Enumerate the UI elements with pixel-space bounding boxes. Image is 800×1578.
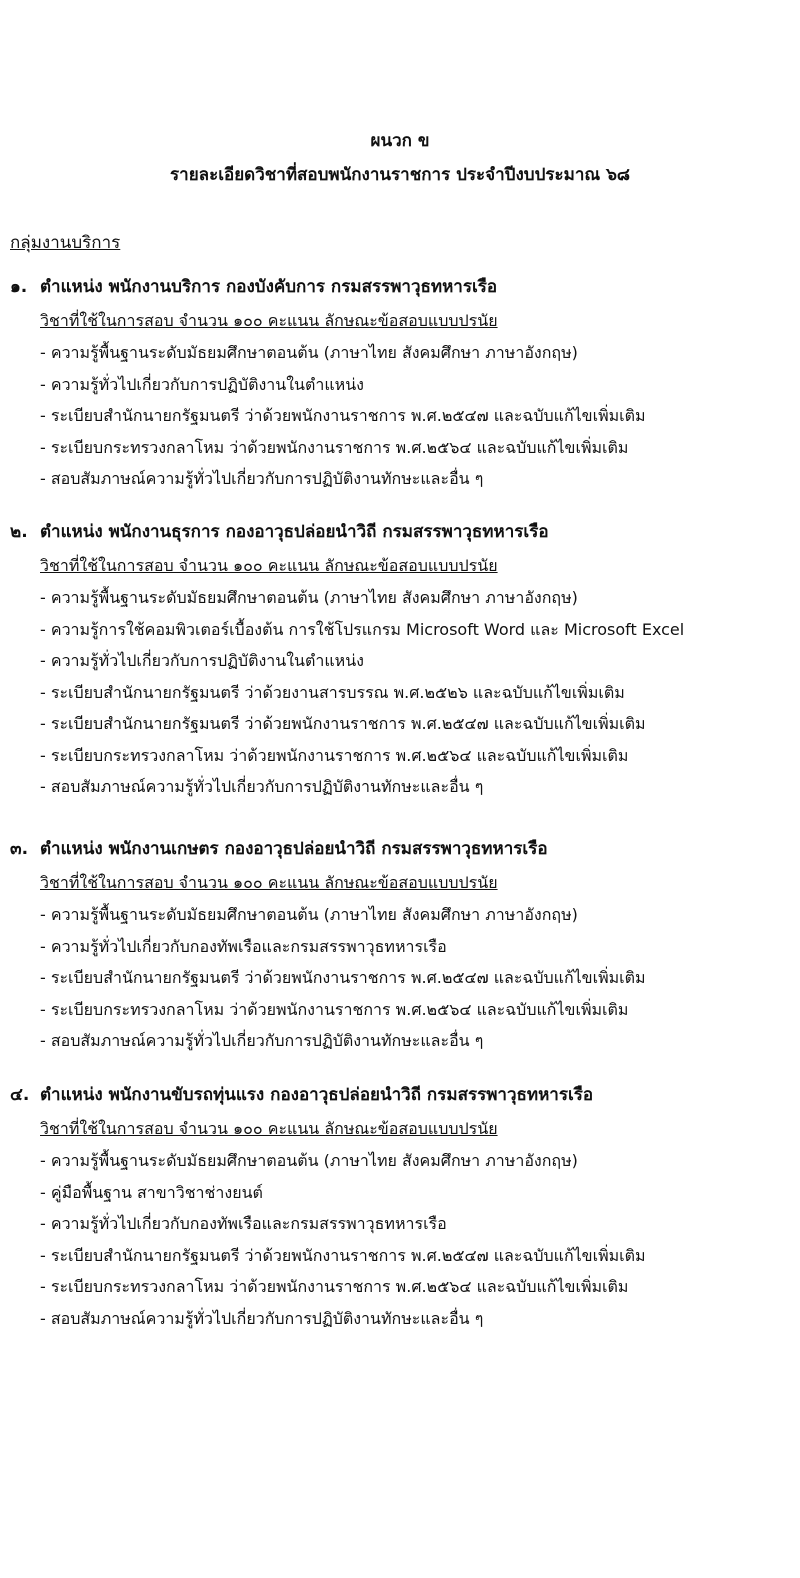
subject-list bbox=[40, 337, 785, 495]
position-name: ตำแหน่ง พนักงานเกษตร กองอาวุธปล่อยนำวิถี กรมสรรพาวุธทหารเรือ bbox=[40, 839, 548, 859]
subject-item: - ความรู้พื้นฐานระดับมัธยมศึกษาตอนต้น (ภาษาไทย สังคมศึกษา ภาษาอังกฤษ) bbox=[40, 343, 578, 362]
position-number: ๑. bbox=[10, 277, 28, 297]
subject-item: - สอบสัมภาษณ์ความรู้ทั่วไปเกี่ยวกับการปฏิบัติงานทักษะและอื่น ๆ bbox=[40, 777, 484, 796]
subject-list bbox=[40, 1145, 785, 1334]
position-section-2 bbox=[10, 521, 785, 803]
position-name: ตำแหน่ง พนักงานบริการ กองบังคับการ กรมสรรพาวุธทหารเรือ bbox=[40, 277, 498, 297]
exam-spec: วิชาที่ใช้ในการสอบ จำนวน ๑๐๐ คะแนน ลักษณะข้อสอบแบบปรนัย bbox=[40, 556, 498, 575]
document-title: รายละเอียดวิชาที่สอบพนักงานราชการ ประจำปีงบประมาณ ๖๘ bbox=[170, 165, 630, 185]
subject-item: - ระเบียบสำนักนายกรัฐมนตรี ว่าด้วยพนักงานราชการ พ.ศ.๒๕๔๗ และฉบับแก้ไขเพิ่มเติม bbox=[40, 406, 646, 425]
position-number: ๓. bbox=[10, 839, 29, 859]
exam-spec: วิชาที่ใช้ในการสอบ จำนวน ๑๐๐ คะแนน ลักษณะข้อสอบแบบปรนัย bbox=[40, 1119, 498, 1138]
subject-item: - ความรู้ทั่วไปเกี่ยวกับกองทัพเรือและกรมสรรพาวุธทหารเรือ bbox=[40, 1214, 447, 1233]
subject-item: - ความรู้พื้นฐานระดับมัธยมศึกษาตอนต้น (ภาษาไทย สังคมศึกษา ภาษาอังกฤษ) bbox=[40, 588, 578, 607]
exam-spec: วิชาที่ใช้ในการสอบ จำนวน ๑๐๐ คะแนน ลักษณะข้อสอบแบบปรนัย bbox=[40, 873, 498, 892]
group-heading: กลุ่มงานบริการ bbox=[10, 233, 121, 253]
position-title bbox=[10, 1084, 785, 1106]
position-number: ๒. bbox=[10, 522, 28, 542]
subject-item: - ความรู้ทั่วไปเกี่ยวกับกองทัพเรือและกรมสรรพาวุธทหารเรือ bbox=[40, 936, 447, 956]
subject-item: - ระเบียบกระทรวงกลาโหม ว่าด้วยพนักงานราชการ พ.ศ.๒๕๖๔ และฉบับแก้ไขเพิ่มเติม bbox=[40, 745, 629, 765]
position-name: ตำแหน่ง พนักงานขับรถทุ่นแรง กองอาวุธปล่อยนำวิถี กรมสรรพาวุธทหารเรือ bbox=[40, 1085, 594, 1105]
exam-spec: วิชาที่ใช้ในการสอบ จำนวน ๑๐๐ คะแนน ลักษณะข้อสอบแบบปรนัย bbox=[40, 311, 498, 330]
subject-item: - ความรู้ทั่วไปเกี่ยวกับการปฏิบัติงานในตำแหน่ง bbox=[40, 374, 364, 394]
subject-item: - สอบสัมภาษณ์ความรู้ทั่วไปเกี่ยวกับการปฏิบัติงานทักษะและอื่น ๆ bbox=[40, 1308, 484, 1328]
position-section-4 bbox=[10, 1084, 785, 1334]
position-name: ตำแหน่ง พนักงานธุรการ กองอาวุธปล่อยนำวิถี กรมสรรพาวุธทหารเรือ bbox=[40, 522, 549, 542]
subject-list bbox=[40, 582, 785, 803]
position-title bbox=[10, 521, 785, 543]
subject-item: - ระเบียบสำนักนายกรัฐมนตรี ว่าด้วยงานสารบรรณ พ.ศ.๒๕๒๖ และฉบับแก้ไขเพิ่มเติม bbox=[40, 682, 625, 702]
subject-item: - ความรู้พื้นฐานระดับมัธยมศึกษาตอนต้น (ภาษาไทย สังคมศึกษา ภาษาอังกฤษ) bbox=[40, 1151, 578, 1170]
subject-item: - ระเบียบกระทรวงกลาโหม ว่าด้วยพนักงานราชการ พ.ศ.๒๕๖๔ และฉบับแก้ไขเพิ่มเติม bbox=[40, 437, 629, 457]
position-section-1 bbox=[10, 276, 785, 495]
position-number: ๔. bbox=[10, 1085, 30, 1105]
subject-item: - ความรู้พื้นฐานระดับมัธยมศึกษาตอนต้น (ภาษาไทย สังคมศึกษา ภาษาอังกฤษ) bbox=[40, 905, 578, 924]
subject-item: - ระเบียบสำนักนายกรัฐมนตรี ว่าด้วยพนักงานราชการ พ.ศ.๒๕๔๗ และฉบับแก้ไขเพิ่มเติม bbox=[40, 1245, 646, 1265]
subject-item: - ระเบียบกระทรวงกลาโหม ว่าด้วยพนักงานราชการ พ.ศ.๒๕๖๔ และฉบับแก้ไขเพิ่มเติม bbox=[40, 1277, 629, 1296]
subject-item: - ระเบียบกระทรวงกลาโหม ว่าด้วยพนักงานราชการ พ.ศ.๒๕๖๔ และฉบับแก้ไขเพิ่มเติม bbox=[40, 999, 629, 1019]
subject-item: - สอบสัมภาษณ์ความรู้ทั่วไปเกี่ยวกับการปฏิบัติงานทักษะและอื่น ๆ bbox=[40, 469, 484, 488]
position-section-3 bbox=[10, 838, 785, 1057]
subject-item: - คู่มือพื้นฐาน สาขาวิชาช่างยนต์ bbox=[40, 1182, 263, 1202]
subject-item: - ความรู้ทั่วไปเกี่ยวกับการปฏิบัติงานในตำแหน่ง bbox=[40, 651, 364, 670]
subject-item: - ระเบียบสำนักนายกรัฐมนตรี ว่าด้วยพนักงานราชการ พ.ศ.๒๕๔๗ และฉบับแก้ไขเพิ่มเติม bbox=[40, 714, 646, 733]
subject-item: - ระเบียบสำนักนายกรัฐมนตรี ว่าด้วยพนักงานราชการ พ.ศ.๒๕๔๗ และฉบับแก้ไขเพิ่มเติม bbox=[40, 968, 646, 987]
position-title bbox=[10, 838, 785, 860]
subject-list bbox=[40, 899, 785, 1057]
position-title bbox=[10, 276, 785, 298]
subject-item: - สอบสัมภาษณ์ความรู้ทั่วไปเกี่ยวกับการปฏิบัติงานทักษะและอื่น ๆ bbox=[40, 1031, 484, 1050]
subject-item: - ความรู้การใช้คอมพิวเตอร์เบื้องต้น การใช้โปรแกรม Microsoft Word และ Microsoft Excel bbox=[40, 619, 685, 639]
annex-label: ผนวก ข bbox=[370, 131, 430, 151]
